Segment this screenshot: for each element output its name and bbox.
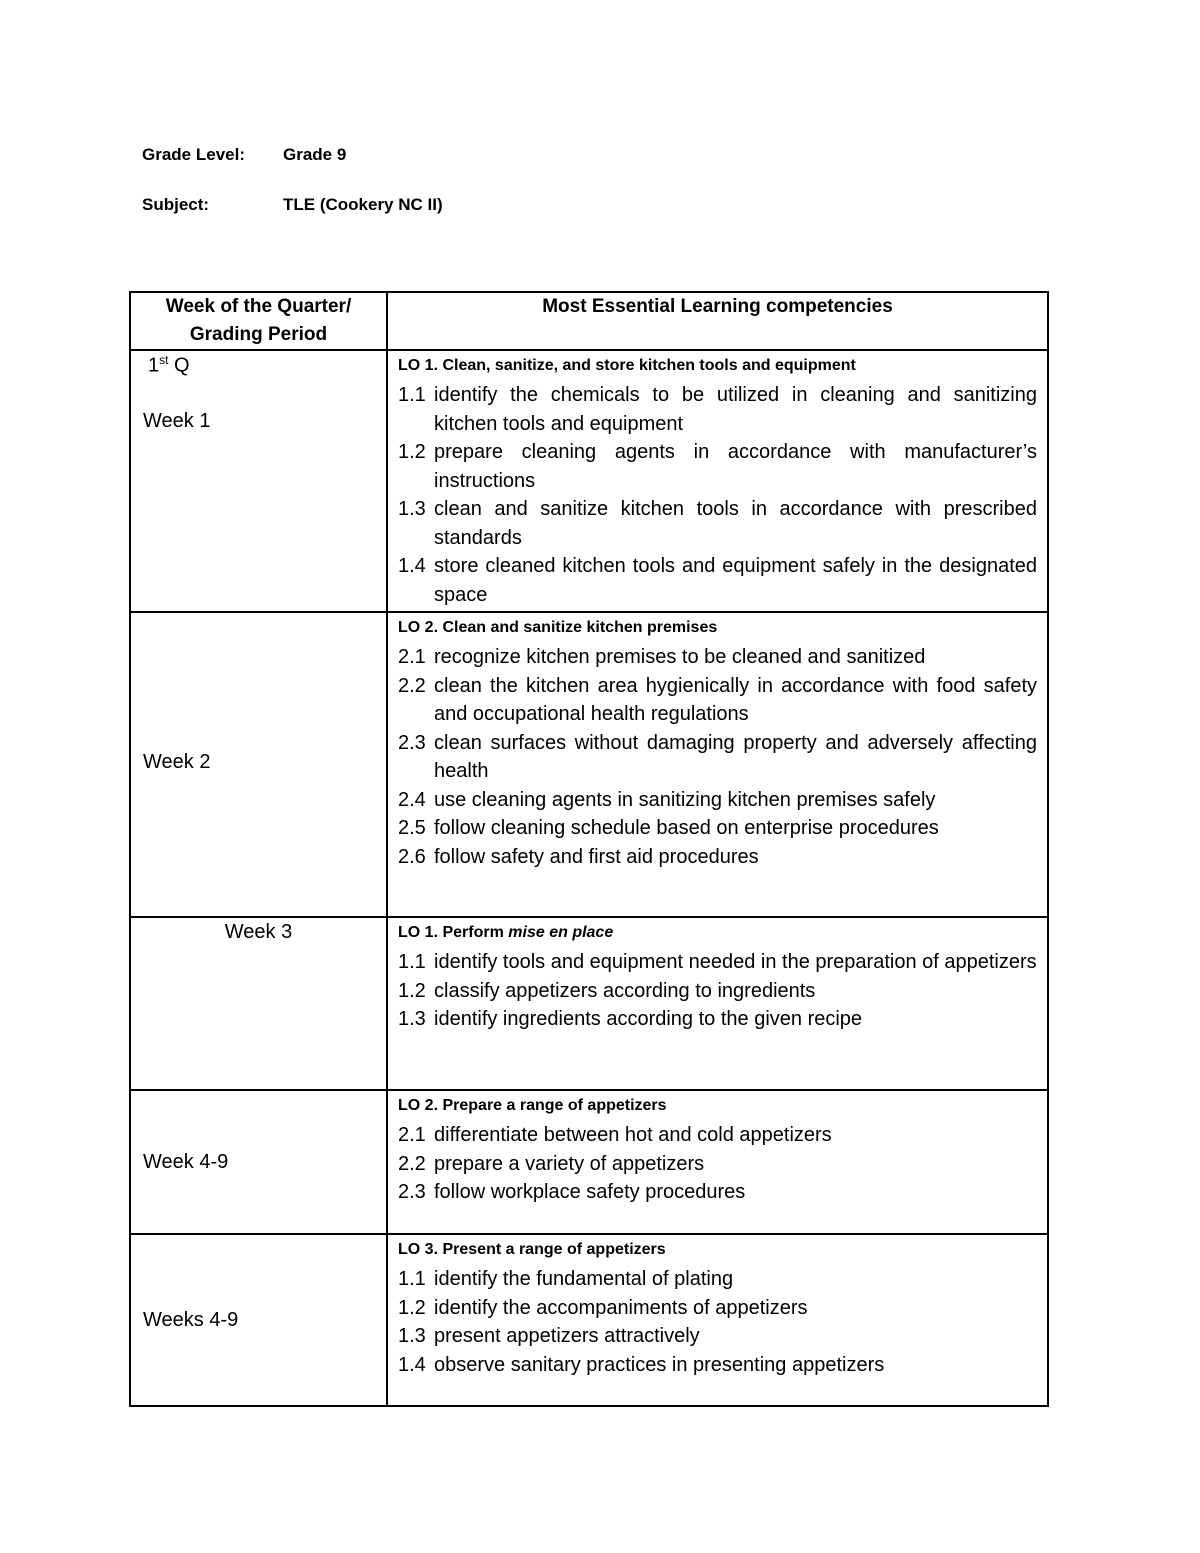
list-item: 1.3 clean and sanitize kitchen tools in accordance with prescribed standards (398, 498, 1037, 549)
list-item: 2.5 follow cleaning schedule based on enterprise procedures (398, 817, 939, 839)
grade-level-value: Grade 9 (283, 145, 347, 164)
table-row (130, 917, 1048, 1090)
list-item: 2.2 clean the kitchen area hygienically in accordance with food safety and occupational health regulations (398, 674, 1037, 725)
list-item: 1.1 identify the chemicals to be utilized in cleaning and sanitizing kitchen tools and equipment (398, 384, 1037, 435)
list-item: 1.2 identify the accompaniments of appetizers (398, 1296, 808, 1319)
competency-list (388, 639, 1047, 871)
list-item: 1.2 classify appetizers according to ingredients (398, 979, 816, 1002)
week-label: Week 2 (143, 751, 211, 773)
week-label: Weeks 4-9 (143, 1309, 239, 1331)
competency-cell (387, 917, 1048, 1090)
week-cell (130, 1234, 387, 1406)
competency-cell (387, 350, 1048, 612)
table-row (130, 1090, 1048, 1234)
list-item: 2.1 recognize kitchen premises to be cleaned and sanitized (398, 646, 926, 668)
grade-level-line (142, 145, 347, 165)
list-item: 1.1 identify the fundamental of plating (398, 1268, 734, 1290)
learning-outcome-title: LO 2. Prepare a range of appetizers (398, 1097, 667, 1114)
melc-table (129, 291, 1049, 1407)
subject-line (142, 195, 443, 215)
competency-list (388, 1117, 1047, 1207)
competency-cell (387, 1234, 1048, 1406)
quarter-label: 1st Q (148, 353, 190, 377)
list-item: 1.2 prepare cleaning agents in accordance with manufacturer’s instructions (398, 441, 1037, 492)
list-item: 2.2 prepare a variety of appetizers (398, 1152, 705, 1175)
list-item: 2.1 differentiate between hot and cold appetizers (398, 1124, 832, 1146)
table-header-row (130, 292, 1048, 350)
table-row (130, 1234, 1048, 1406)
list-item: 2.3 follow workplace safety procedures (398, 1181, 746, 1203)
table-row (130, 350, 1048, 612)
table-row (130, 612, 1048, 917)
list-item: 2.3 clean surfaces without damaging property and adversely affecting health (398, 731, 1037, 782)
week-cell (130, 612, 387, 917)
week-cell (130, 1090, 387, 1234)
week-label: Week 4-9 (143, 1151, 229, 1173)
list-item: 2.6 follow safety and first aid procedures (398, 845, 759, 868)
list-item: 1.3 identify ingredients according to the given recipe (398, 1008, 863, 1030)
week-column-header (130, 292, 387, 350)
week-cell (130, 917, 387, 1090)
competency-column-header: Most Essential Learning competencies (387, 292, 1048, 350)
competency-list (388, 377, 1047, 609)
list-item: 1.4 store cleaned kitchen tools and equipment safely in the designated space (398, 555, 1037, 606)
subject-value: TLE (Cookery NC II) (283, 195, 443, 214)
list-item: 1.1 identify tools and equipment needed in the preparation of appetizers (398, 951, 1037, 973)
week-label: Week 1 (143, 410, 211, 432)
list-item: 2.4 use cleaning agents in sanitizing kitchen premises safely (398, 788, 936, 811)
competency-list (388, 944, 1047, 1034)
grade-level-label: Grade Level: (142, 145, 245, 164)
learning-outcome-title: LO 1. Perform mise en place (398, 924, 614, 941)
learning-outcome-title: LO 3. Present a range of appetizers (398, 1241, 666, 1258)
week-cell (130, 350, 387, 612)
competency-list (388, 1261, 1047, 1379)
learning-outcome-title: LO 1. Clean, sanitize, and store kitchen tools and equipment (398, 357, 856, 374)
learning-outcome-title: LO 2. Clean and sanitize kitchen premises (398, 619, 718, 636)
competency-cell (387, 612, 1048, 917)
week-header-line2: Grading Period (189, 324, 328, 345)
list-item: 1.3 present appetizers attractively (398, 1325, 700, 1347)
competency-cell (387, 1090, 1048, 1234)
week-label: Week 3 (224, 921, 293, 943)
week-header-line1: Week of the Quarter/ (165, 296, 352, 317)
subject-label: Subject: (142, 195, 210, 214)
list-item: 1.4 observe sanitary practices in presenting appetizers (398, 1353, 885, 1376)
